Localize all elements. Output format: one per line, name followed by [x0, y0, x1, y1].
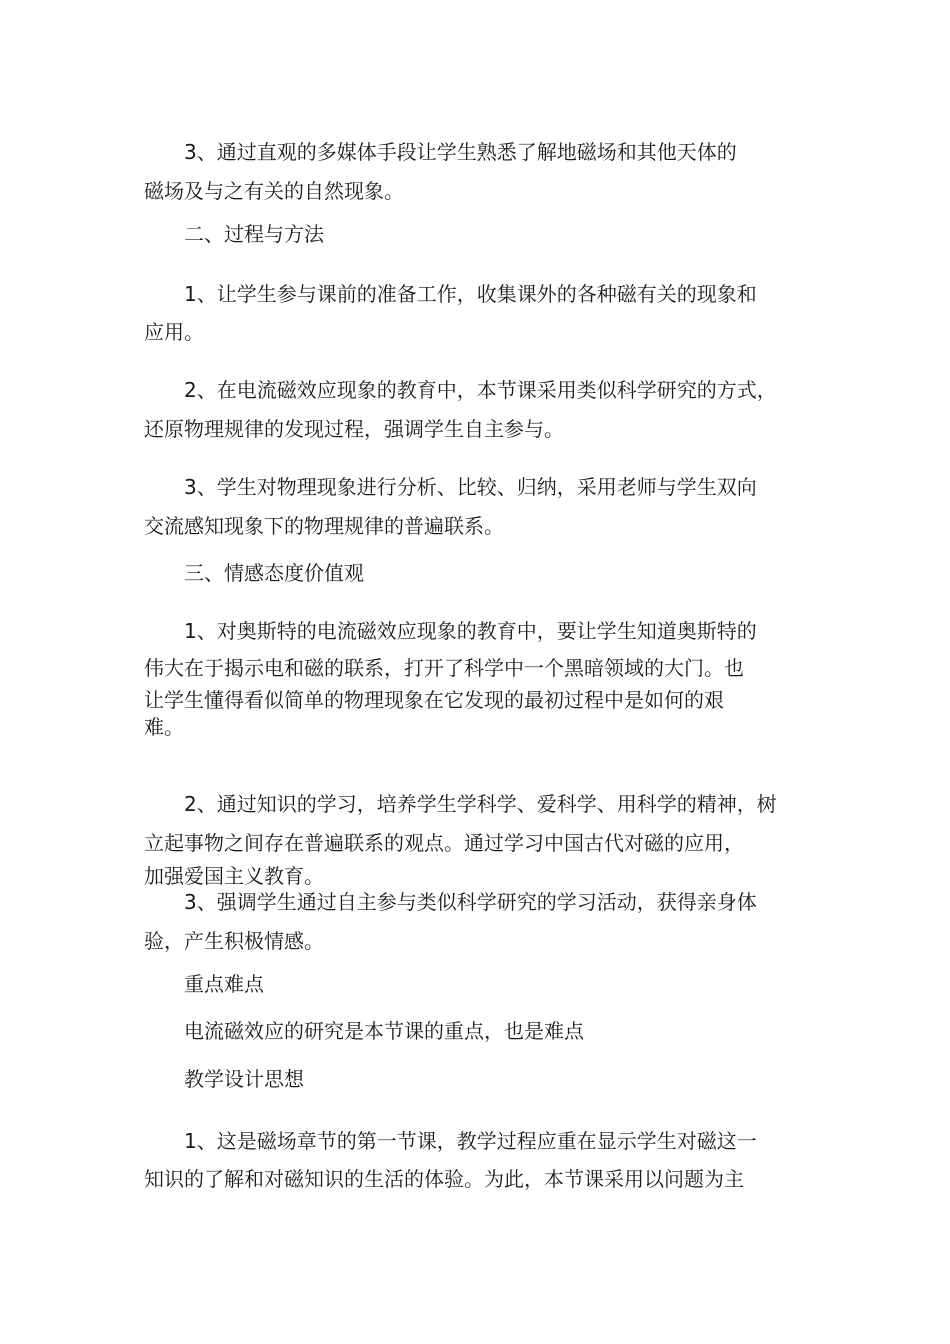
paragraph-line: 难。 [144, 715, 184, 739]
paragraph-line: 磁场及与之有关的自然现象。 [144, 179, 404, 203]
section-heading-process-methods: 二、过程与方法 [184, 222, 324, 246]
paragraph-key-point: 电流磁效应的研究是本节课的重点，也是难点 [184, 1019, 584, 1043]
paragraph-autonomous-participation [144, 883, 757, 961]
paragraph-line: 伟大在于揭示电和磁的联系，打开了科学中一个黑暗领域的大门。也 [144, 656, 744, 680]
paragraph-multimedia-geomagnetism [144, 133, 737, 211]
paragraph-line: 立起事物之间存在普遍联系的观点。通过学习中国古代对磁的应用， [144, 831, 744, 855]
paragraph-line: 1、让学生参与课前的准备工作，收集课外的各种磁有关的现象和 [184, 282, 757, 306]
paragraph-first-lesson [144, 1122, 757, 1198]
paragraph-line: 2、在电流磁效应现象的教育中，本节课采用类似科学研究的方式， [184, 378, 777, 402]
section-heading-design-thinking: 教学设计思想 [184, 1067, 304, 1091]
paragraph-line: 应用。 [144, 320, 204, 344]
paragraph-line: 知识的了解和对磁知识的生活的体验。为此，本节课采用以问题为主 [144, 1167, 744, 1191]
paragraph-scientific-method [144, 371, 777, 449]
paragraph-learn-science [144, 786, 777, 889]
paragraph-line: 3、强调学生通过自主参与类似科学研究的学习活动，获得亲身体 [184, 890, 757, 914]
paragraph-line: 加强爱国主义教育。 [144, 864, 324, 888]
paragraph-analysis-comparison [144, 468, 757, 546]
paragraph-line: 交流感知现象下的物理规律的普遍联系。 [144, 514, 504, 538]
paragraph-line: 验，产生积极情感。 [144, 929, 324, 953]
paragraph-prep-work [144, 275, 757, 351]
paragraph-line: 1、对奥斯特的电流磁效应现象的教育中，要让学生知道奥斯特的 [184, 619, 757, 643]
section-heading-key-difficulties: 重点难点 [184, 972, 264, 996]
paragraph-line: 1、这是磁场章节的第一节课，教学过程应重在显示学生对磁这一 [184, 1129, 757, 1153]
section-heading-attitudes-values: 三、情感态度价值观 [184, 561, 364, 585]
paragraph-line: 还原物理规律的发现过程，强调学生自主参与。 [144, 417, 564, 441]
paragraph-line: 让学生懂得看似简单的物理现象在它发现的最初过程中是如何的艰 [144, 688, 724, 712]
paragraph-line: 3、通过直观的多媒体手段让学生熟悉了解地磁场和其他天体的 [184, 140, 737, 164]
paragraph-line: 3、学生对物理现象进行分析、比较、归纳，采用老师与学生双向 [184, 475, 757, 499]
paragraph-line: 2、通过知识的学习，培养学生学科学、爱科学、用科学的精神，树 [184, 792, 777, 816]
paragraph-oersted [144, 614, 757, 742]
